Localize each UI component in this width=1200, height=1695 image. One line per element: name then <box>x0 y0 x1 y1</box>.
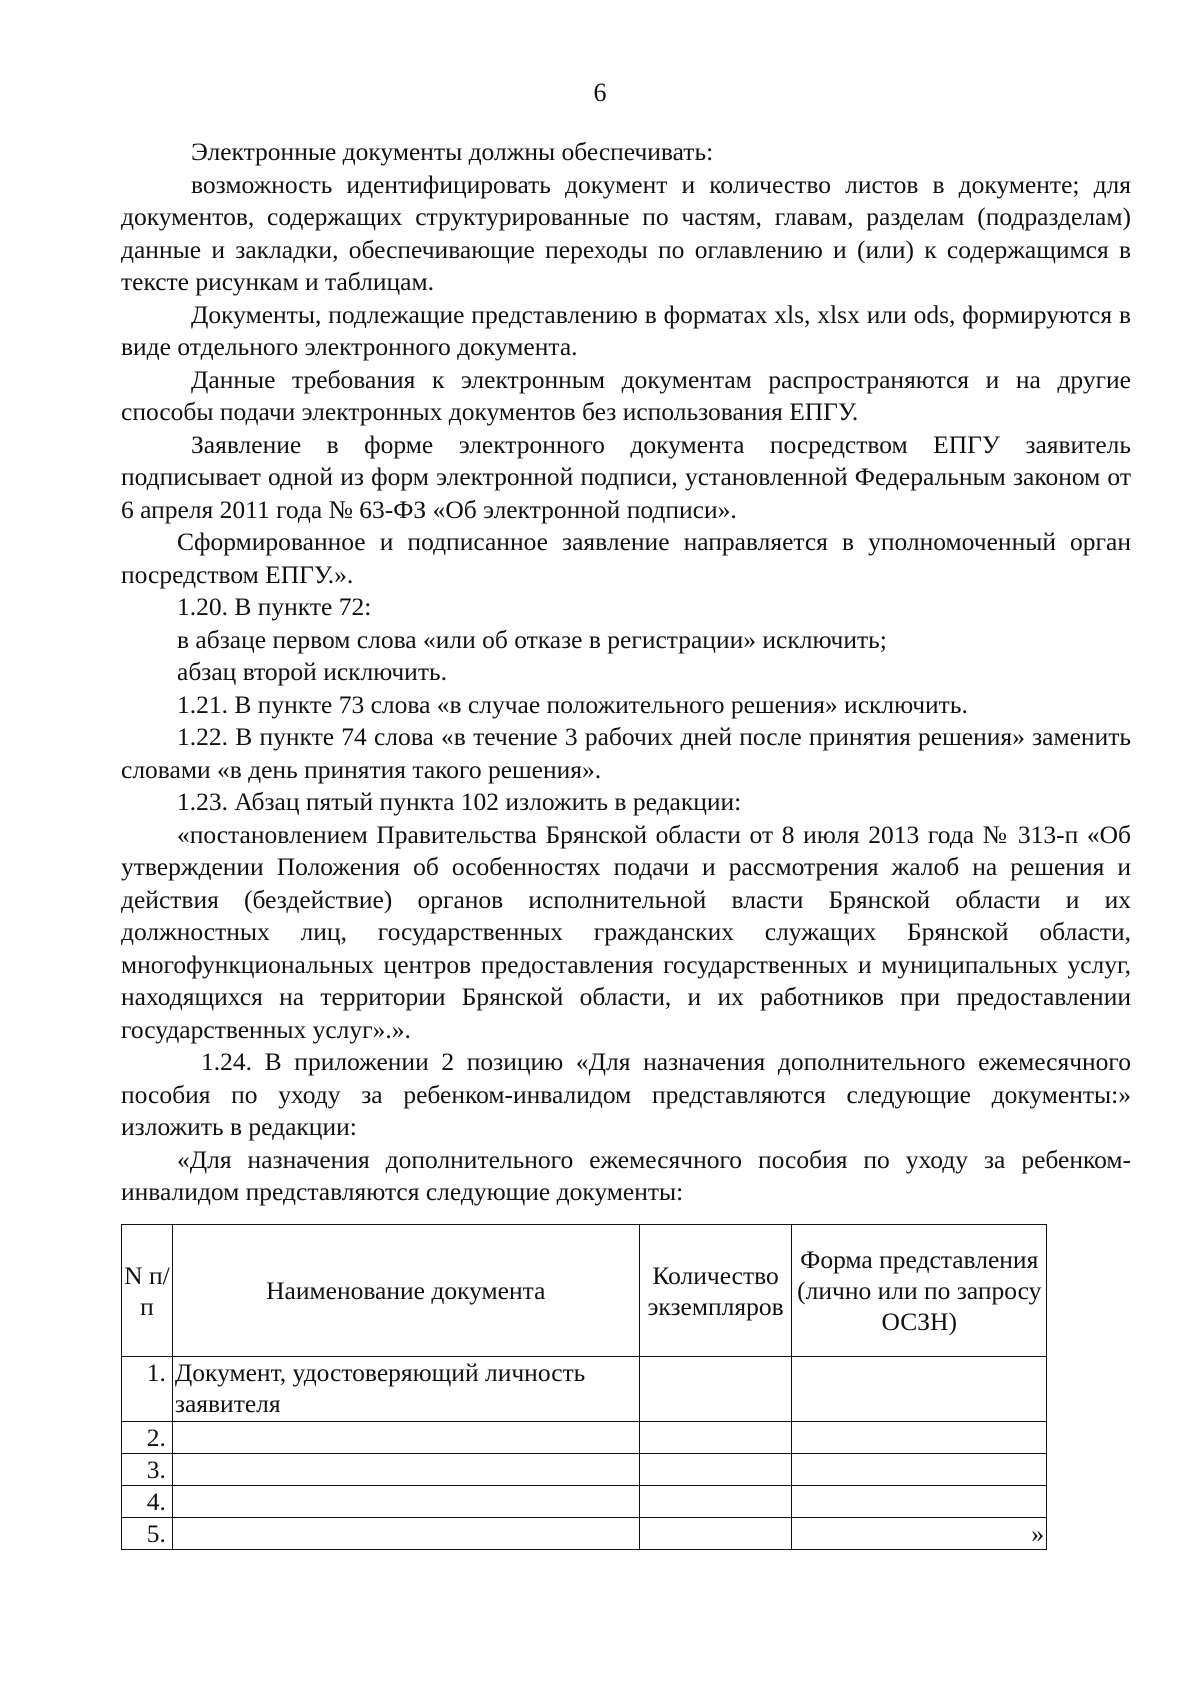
paragraph: 1.20. В пункте 72: <box>177 592 372 621</box>
paragraph: «постановлением Правительства Брянской области от 8 июля 2013 года № 313-п «Об утверждении Положения об особенностях подачи и рассмотрения жалоб на решения и действия (бездействие) органов исполнительной власти Брянской области и их должностных лиц, государственных гражданских служащих Брянской области, многофункциональных центров предоставления государственных и муниципальных услуг, находящихся на территории Брянской области, и их работников при предоставлении государственных услуг».». <box>121 819 1131 1044</box>
row-form <box>792 1357 1047 1422</box>
paragraph: возможность идентифицировать документ и количество листов в документе; для документов, содержащих структурированные по частям, главам, разделам (подразделам) данные и закладки, обеспечивающие переходы по оглавлению и (или) к содержащимся в тексте рисункам и таблицам. <box>121 169 1131 296</box>
header-name: Наименование документа <box>172 1225 639 1357</box>
paragraph: Сформированное и подписанное заявление направляется в уполномоченный орган посредством ЕПГУ.». <box>121 527 1131 589</box>
paragraph: «Для назначения дополнительного ежемесячного пособия по уходу за ребенком-инвалидом представляются следующие документы: <box>121 1144 1131 1206</box>
paragraph: абзац второй исключить. <box>177 657 447 686</box>
row-form <box>792 1454 1047 1486</box>
table-header-row <box>122 1225 1047 1357</box>
closing-quote: » <box>1031 1519 1044 1548</box>
row-num: 3. <box>122 1454 173 1486</box>
row-num: 4. <box>122 1486 173 1518</box>
paragraph: в абзаце первом слова «или об отказе в регистрации» исключить; <box>177 624 887 654</box>
header-count: Количество экземпляров <box>639 1225 792 1357</box>
table-row <box>122 1486 1047 1518</box>
table-row <box>122 1454 1047 1486</box>
row-name: Документ, удостоверяющий личность заявителя <box>172 1357 639 1422</box>
table-row <box>122 1422 1047 1454</box>
document-body <box>121 136 1131 1209</box>
row-form <box>792 1486 1047 1518</box>
paragraph: 1.23. Абзац пятый пункта 102 изложить в редакции: <box>177 787 742 816</box>
paragraph: 1.24. В приложении 2 позицию «Для назначения дополнительного ежемесячного пособия по уходу за ребенком-инвалидом представляются следующие документы:» изложить в редакции: <box>121 1047 1131 1141</box>
table-row <box>122 1357 1047 1422</box>
row-name <box>172 1518 639 1550</box>
row-num: 2. <box>122 1422 173 1454</box>
row-count <box>639 1357 792 1422</box>
paragraph: 1.21. В пункте 73 слова «в случае положительного решения» исключить. <box>177 689 968 719</box>
row-name <box>172 1422 639 1454</box>
row-count <box>639 1454 792 1486</box>
paragraph: Заявление в форме электронного документа посредством ЕПГУ заявитель подписывает одной из форм электронной подписи, установленной Федеральным законом от 6 апреля 2011 года № 63-ФЗ «Об электронной подписи». <box>121 429 1131 524</box>
header-form: Форма представления (лично или по запросу ОСЗН) <box>792 1225 1047 1357</box>
row-num: 5. <box>122 1518 173 1550</box>
row-name <box>172 1486 639 1518</box>
page-number: 6 <box>593 78 607 107</box>
row-count <box>639 1422 792 1454</box>
paragraph: Электронные документы должны обеспечивать: <box>191 137 714 166</box>
row-form <box>792 1518 1047 1550</box>
row-count <box>639 1486 792 1518</box>
documents-table <box>121 1224 1047 1550</box>
row-name <box>172 1454 639 1486</box>
row-num: 1. <box>122 1357 173 1422</box>
row-count <box>639 1518 792 1550</box>
paragraph: Данные требования к электронным документам распространяются и на другие способы подачи электронных документов без использования ЕПГУ. <box>121 364 1131 426</box>
table-row <box>122 1518 1047 1550</box>
paragraph: 1.22. В пункте 74 слова «в течение 3 рабочих дней после принятия решения» заменить словами «в день принятия такого решения». <box>121 722 1131 784</box>
row-form <box>792 1422 1047 1454</box>
header-num: N п/п <box>122 1225 173 1357</box>
paragraph: Документы, подлежащие представлению в форматах xls, xlsx или ods, формируются в виде отдельного электронного документа. <box>121 299 1131 361</box>
